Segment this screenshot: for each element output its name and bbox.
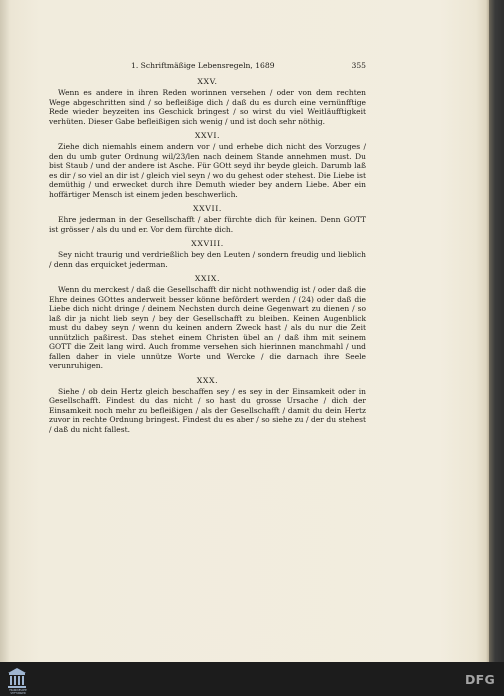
running-head — [49, 60, 366, 72]
section-heading: XXX. — [196, 375, 219, 385]
dfg-logo: DFG — [465, 672, 496, 687]
page-edge-strip — [489, 0, 504, 662]
section-xxvii — [49, 203, 366, 234]
section-heading: XXVIII. — [191, 239, 224, 248]
section-text: Wenn es andere in ihren Reden worinnen versehen / oder von dem rechten Wege abgeschritten sind / so befleißige dich / daß du es durch eine vernünfftige Rede wieder beyzeiten ins Geschick bringest / so wirst du viel Weitläufftigkeit verhüten. Dieser Gabe befleißigen sich wenig / und ist doch sehr nöthig. — [49, 88, 366, 126]
section-heading: XXV. — [197, 77, 218, 86]
page-text-block — [49, 60, 366, 438]
section-xxx — [49, 375, 366, 435]
section-xxvi — [49, 130, 366, 199]
section-text: Ziehe dich niemahls einem andern vor / und erhebe dich nicht des Vorzuges / den du umb guter Ordnung wil/23/len nach deinem Stande annehmen must. Du bist Staub / und der andere ist Asche. Für GOtt seyd ihr beyde gleich. Darumb laß es dir / so viel an dir ist / gleich viel seyn / wo du gehest oder stehest. Die Liebe ist demüthig / und erwecket durch ihre Demuth wieder bey andern Liebe. Aber ein hoffärtiger Mensch ist einem jeden beschwerlich. — [49, 142, 366, 199]
section-text: Sey nicht traurig und verdrießlich bey den Leuten / sondern freudig und lieblich / denn das erquicket jederman. — [49, 250, 366, 269]
section-heading: XXIX. — [194, 274, 221, 283]
section-xxviii — [49, 238, 366, 269]
section-heading: XXVI. — [194, 131, 221, 140]
section-xxix — [49, 273, 366, 371]
viewer-footer-bar — [0, 662, 504, 695]
gutter-shadow — [0, 0, 10, 662]
section-heading: XXVII. — [193, 204, 222, 213]
page-number: 355 — [351, 61, 366, 70]
library-logo-text: FRANCKESCHE STIFTUNGEN — [9, 689, 27, 695]
section-text: Siehe / ob dein Hertz gleich beschaffen sey / es sey in der Einsamkeit oder in Gesellschafft. Findest du das nicht / so hast du grosse Ursache / dich der Einsamkeit noch mehr zu befleißigen / als der Gesellschafft / damit du dein Hertz zuvor in rechte Ordnung bringest. Findest du es aber / so siehe zu / der du stehest / daß du nicht fallest. — [49, 386, 366, 434]
running-title: 1. Schriftmäßige Lebensregeln, 1689 — [131, 61, 275, 70]
section-xxv — [49, 76, 366, 126]
section-text: Ehre jederman in der Gesellschafft / aber fürchte dich für keinen. Denn GOTT ist grösser / als du und er. Vor dem fürchte dich. — [49, 215, 366, 234]
section-text: Wenn du merckest / daß die Gesellschafft dir nicht nothwendig ist / oder daß die Ehre deines GOttes anderweit besser könne befördert werden / (24) oder daß die Liebe dich nicht dringe / deinem Nechsten durch deine Gegenwart zu dienen / so laß dir ja nicht lieb seyn / bey der Gesellschafft zu bleiben. Keinen Augenblick must du dabey seyn / wenn du keinen andern Zweck hast / als du nur die Zeit unnützlich paßirest. Das stehet einem Christen übel an / daß ihm mit seinem GOTT die Zeit lang wird. Auch fromme versehen sich hierinnen manchmahl / und fallen daher in viele unnütze Worte und Wercke / die darnach ihre Seele verunruhigen. — [49, 285, 366, 370]
